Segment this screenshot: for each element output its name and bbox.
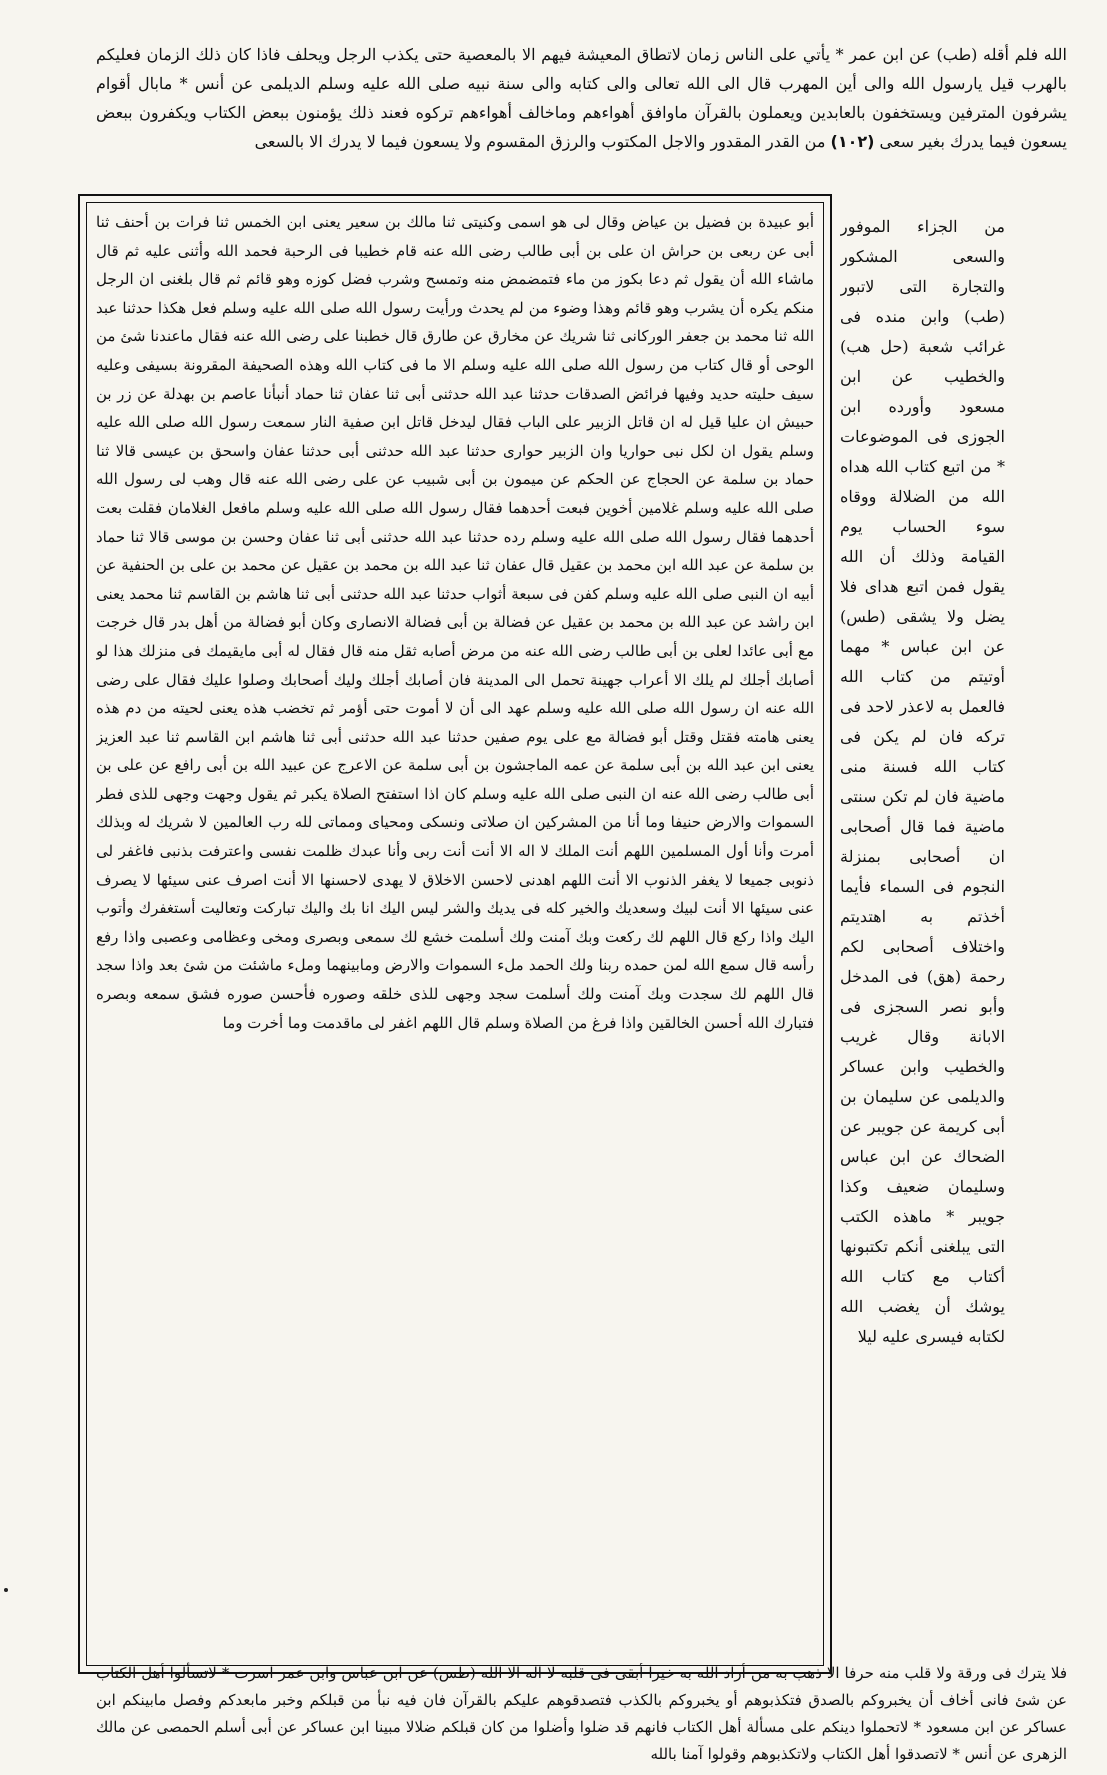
header-paragraph xyxy=(96,40,1067,156)
main-text-column xyxy=(96,208,814,1658)
header-continuation: من القدر المقدور والاجل المكتوب والرزق المقسوم ولا يسعون فيما لا يدرك الا بالسعى xyxy=(254,132,826,151)
scan-speck xyxy=(4,1588,8,1592)
footer-text: فلا يترك فى ورقة ولا قلب منه حرفا الا ذهب به من أراد الله به خيرا أبقى فى قلبه لا اله الا الله (طس) عن ابن عباس وابن عمر اسرت * لاتسألوا أهل الكتاب عن شئ فانى أخاف أن يخبروكم بالصدق فتكذبوهم أو يخبروكم بالكذب فتصدقوهم عليكم بالقرآن فان فيه نبأ من قبلكم وخبر مابعدكم وفصل مابينكم ابن عساكر عن ابن مسعود * لاتحملوا دينكم على مسألة أهل الكتاب فانهم قد ضلوا وأضلوا من كان قبلكم ضلالا مبينا ابن عساكر عن أبى أسلم الحمصى عن مالك الزهرى عن أنس * لاتصدقوا أهل الكتاب ولاتكذبوهم وقولوا آمنا بالله xyxy=(96,1664,1067,1763)
main-text: أبو عبيدة بن فضيل بن عياض وقال لى هو اسمى وكنيتى ثنا مالك بن سعير يعنى ابن الخمس ثنا فرات بن أحنف ثنا أبى عن ربعى بن حراش ان على بن أبى طالب رضى الله عنه قام خطيبا فى الرحبة فحمد الله وأثنى عليه ثم قال ماشاء الله أن يقول ثم دعا بكوز من ماء فتمضمض منه وتمسح وشرب فضل كوزه وهو قائم ثم قال بلغنى ان الرجل منكم يكره أن يشرب وهو قائم وهذا وضوء من لم يحدث ورأيت رسول الله صلى الله عليه وسلم فعل هكذا حدثنا عبد الله ثنا محمد بن جعفر الوركانى ثنا شريك عن مخارق عن طارق قال خطبنا على رضى الله عنه فقال ماعندنا شئ من الوحى أو قال كتاب من رسول الله صلى الله عليه وسلم الا ما فى كتاب الله وهذه الصحيفة المقرونة بسيفى وعليه سيف حليته حديد وفيها فرائض الصدقات حدثنا عبد الله حدثنى أبى ثنا عفان ثنا حماد أنبأنا عاصم بن بهدلة عن زر بن حبيش ان عليا قيل له ان قاتل الزبير على الباب فقال ليدخل قاتل ابن صفية النار سمعت رسول الله صلى الله عليه وسلم يقول ان لكل نبى حواريا وان الزبير حوارى حدثنا عبد الله حدثنى أبى حدثنا عفان واسحق بن عيسى قالا ثنا حماد بن سلمة عن الحجاج عن الحكم عن ميمون بن أبى شبيب عن على رضى الله عنه قال وهب لى رسول الله صلى الله عليه وسلم غلامين أخوين فبعت أحدهما فقال رسول الله صلى الله عليه وسلم مافعل الغلامان فقلت بعت أحدهما فقال رسول الله صلى الله عليه وسلم رده حدثنا عبد الله حدثنى أبى ثنا عفان وحسن بن موسى قالا ثنا حماد بن سلمة عن عبد الله ابن محمد بن عقيل قال عفان ثنا عبد الله بن محمد بن عقيل عن محمد بن على بن الحنفية عن أبيه ان النبى صلى الله عليه وسلم كفن فى سبعة أثواب حدثنا عبد الله حدثنى أبى ثنا هاشم بن القاسم ثنا محمد يعنى ابن راشد عن عبد الله بن محمد بن عقيل عن فضالة بن أبى فضالة الانصارى وكان أبو فضالة من أهل بدر قال خرجت مع أبى عائدا لعلى بن أبى طالب رضى الله عنه من مرض أصابه ثقل منه قال فقال له أبى مايقيمك فى منزلك هذا لو أصابك أجلك لم يلك الا أعراب جهينة تحمل الى المدينة فان أصابك أجلك وليك أصحابك وصلوا عليك فقال على رضى الله عنه ان رسول الله صلى الله عليه وسلم عهد الى أن لا أموت حتى أؤمر ثم تخضب هذه يعنى لحيته من دم هذه يعنى هامته فقتل وقتل أبو فضالة مع على يوم صفين حدثنا عبد الله حدثنى أبى ثنا هاشم ابن القاسم ثنا عبد العزيز يعنى ابن عبد الله بن أبى سلمة عن عمه الماجشون بن أبى سلمة عن الاعرج عن عبيد الله بن أبى رافع عن على بن أبى طالب رضى الله عنه ان النبى صلى الله عليه وسلم كان اذا استفتح الصلاة يكبر ثم يقول وجهت وجهى للذى فطر السموات والارض حنيفا وما أنا من المشركين ان صلاتى ونسكى ومحياى ومماتى لله رب العالمين لا شريك له وبذلك أمرت وأنا أول المسلمين اللهم أنت الملك لا اله الا أنت أنت ربى وأنا عبدك ظلمت نفسى واعترفت بذنبى فاغفر لى ذنوبى جميعا لا يغفر الذنوب الا أنت اللهم اهدنى لاحسن الاخلاق لا يهدى لاحسنها الا أنت اصرف عنى سيئها لا يصرف عنى سيئها الا أنت لبيك وسعديك والخير كله فى يديك والشر ليس اليك انا بك واليك تباركت وتعاليت أستغفرك وأتوب اليك واذا ركع قال اللهم لك ركعت وبك آمنت ولك أسلمت خشع لك سمعى وبصرى ومخى وعظامى وعصبى واذا رفع رأسه قال سمع الله لمن حمده ربنا ولك الحمد ملء السموات والارض ومابينهما وملء ماشئت من شئ بعد واذا سجد قال اللهم لك سجدت وبك آمنت ولك أسلمت سجد وجهى للذى خلقه وصوره فأحسن صوره فشق سمعه وبصره فتبارك الله أحسن الخالقين واذا فرغ من الصلاة وسلم قال اللهم اغفر لى ماقدمت وما أخرت وما xyxy=(96,213,814,1032)
margin-text: من الجزاء الموفور والسعى المشكور والتجارة التى لاتبور (طب) وابن منده فى غرائب شعبة (حل هب) والخطيب عن ابن مسعود وأورده ابن الجوزى فى الموضوعات * من اتبع كتاب الله هداه الله من الضلالة ووقاه سوء الحساب يوم القيامة وذلك أن الله يقول فمن اتبع هداى فلا يضل ولا يشقى (طس) عن ابن عباس * مهما أوتيتم من كتاب الله فالعمل به لاعذر لاحد فى تركه فان لم يكن فى كتاب الله فسنة منى ماضية فان لم تكن سنتى ماضية فما قال أصحابى ان أصحابى بمنزلة النجوم فى السماء فأيما أخذتم به اهتديتم واختلاف أصحابى لكم رحمة (هق) فى المدخل وأبو نصر السجزى فى الابانة وقال غريب والخطيب وابن عساكر والديلمى عن سليمان بن أبى كريمة عن جويبر عن الضحاك عن ابن عباس وسليمان ضعيف وكذا جويبر * ماهذه الكتب التى يبلغنى أنكم تكتبونها أكتاب مع كتاب الله يوشك أن يغضب الله لكتابه فيسرى عليه ليلا xyxy=(840,217,1005,1346)
footer-text-block xyxy=(96,1660,1067,1775)
header-text-block xyxy=(96,40,1067,190)
margin-commentary-column xyxy=(840,212,1005,1652)
header-text: الله فلم أقله (طب) عن ابن عمر * يأتي على الناس زمان لاتطاق المعيشة فيهم الا بالمعصية حتى يكذب الرجل ويحلف فاذا كان ذلك الزمان فعليكم بالهرب قيل يارسول الله والى أين المهرب قال الى الله تعالى والى كتابه والى سنة نبيه صلى الله عليه وسلم الديلمى عن أنس * مابال أقوام يشرفون المترفين ويستخفون بالعابدين ويعملون بالقرآن ماوافق أهواءهم وماخالف أهواءهم تركوه فعند ذلك يؤمنون ببعض الكتاب ويكفرون ببعض يسعون فيما يدرك بغير سعى xyxy=(96,45,1068,151)
page-number: (١٠٢) xyxy=(830,132,875,151)
